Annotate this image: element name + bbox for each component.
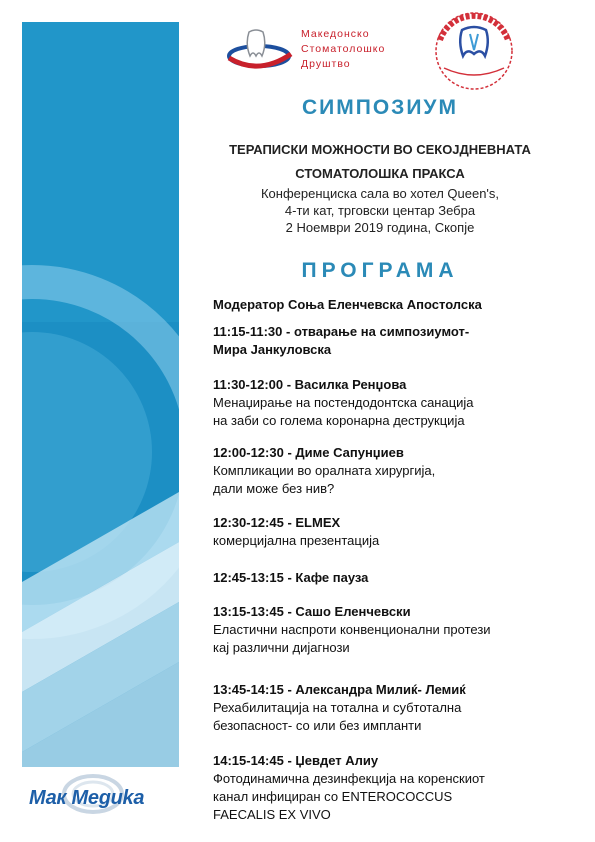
page-title: СИМПОЗИУМ xyxy=(302,96,458,119)
association-badge-icon xyxy=(430,10,518,92)
venue-info xyxy=(200,185,560,236)
schedule-item-heading: 12:45-13:15 - Кафе пауза xyxy=(213,570,369,585)
description-line: на заби со голема коронарна деструкција xyxy=(213,413,465,428)
venue-line: 2 Ноември 2019 година, Скопје xyxy=(285,220,475,235)
schedule-item-heading: 11:30-12:00 - Василка Ренџова xyxy=(213,377,407,392)
schedule-item xyxy=(213,444,558,498)
association-badge-logo xyxy=(430,10,518,92)
description-line: комерцијална презентација xyxy=(213,533,380,548)
description-line: Еластични наспроти конвенционални протези xyxy=(213,622,491,637)
description-line: безопасност- со или без импланти xyxy=(213,718,422,733)
decorative-side-panel xyxy=(22,22,179,767)
schedule-item xyxy=(213,376,558,430)
schedule-item xyxy=(213,603,558,657)
schedule-item-heading: 12:00-12:30 - Диме Сапунџиев xyxy=(213,445,404,460)
symposium-topic xyxy=(200,138,560,186)
decorative-shapes xyxy=(22,22,179,767)
schedule-item-description xyxy=(213,770,558,824)
description-line: дали може без нив? xyxy=(213,481,335,496)
schedule-item-heading: 14:15-14:45 - Џевдет Алиу xyxy=(213,753,379,768)
society-logo xyxy=(223,24,403,80)
description-line: FAECALIS EX VIVO xyxy=(213,807,331,822)
schedule-item xyxy=(213,752,558,824)
program-heading: ПРОГРАМА xyxy=(301,259,459,282)
schedule-item-heading: Мира Јанкуловска xyxy=(213,342,332,357)
schedule-item-description xyxy=(213,532,558,550)
description-line: Компликации во оралната хирургија, xyxy=(213,463,436,478)
society-name-line: Друштво xyxy=(301,58,351,70)
schedule-item-description xyxy=(213,462,558,498)
sponsor-logo xyxy=(20,770,186,830)
schedule-item-description xyxy=(213,394,558,430)
description-line: Менаџирање на постендодонтска санација xyxy=(213,395,474,410)
schedule-item-description xyxy=(213,699,558,735)
society-name xyxy=(301,27,385,72)
schedule-item-heading: 13:15-13:45 - Сашо Еленчевски xyxy=(213,604,411,619)
moderator: Модератор Соња Еленчевска Апостолска xyxy=(213,297,482,312)
society-emblem-icon xyxy=(223,24,299,80)
topic-line: ТЕРАПИСКИ МОЖНОСТИ ВО СЕКОЈДНЕВНАТА xyxy=(229,142,531,157)
schedule-item xyxy=(213,569,558,587)
schedule-item-heading: 13:45-14:15 - Александра Милиќ- Лемиќ xyxy=(213,682,466,697)
topic-line: СТОМАТОЛОШКА ПРАКСА xyxy=(295,166,465,181)
description-line: канал инфициран со ENTEROCOCCUS xyxy=(213,789,453,804)
venue-line: Конференциска сала во хотел Queen's, xyxy=(260,186,500,201)
sponsor-name: Мак Meguka xyxy=(29,787,145,809)
schedule-item xyxy=(213,681,558,735)
venue-line: 4-ти кат, трговски центар Зебра xyxy=(284,203,476,218)
schedule-item-heading: 12:30-12:45 - ELMEX xyxy=(213,515,341,530)
schedule-item-heading: 11:15-11:30 - отварање на симпозиумот- xyxy=(213,324,470,339)
schedule-item xyxy=(213,323,558,359)
schedule-item xyxy=(213,514,558,550)
society-name-line: Стоматолошко xyxy=(301,43,386,55)
schedule-item-description xyxy=(213,621,558,657)
description-line: кај различни дијагнози xyxy=(213,640,350,655)
description-line: Фотодинамична дезинфекција на коренскиот xyxy=(213,771,485,786)
society-name-line: Македонско xyxy=(301,28,370,40)
description-line: Рехабилитација на тотална и субтотална xyxy=(213,700,462,715)
